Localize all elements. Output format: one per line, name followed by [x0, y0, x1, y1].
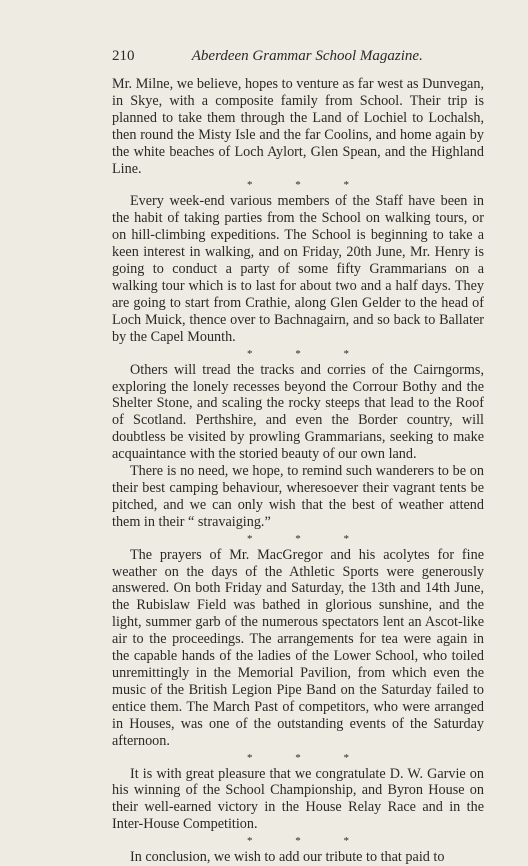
article-body [112, 76, 484, 866]
section-separator: * * * [247, 751, 369, 764]
paragraph-cairngorms: Others will tread the tracks and corries of the Cairngorms, exploring the lonely recesses beyond the Corrour Bothy and the Shelter Stone, and scaling the rocky steeps that lead to the Roof of Scotland. Perthshire, and even the Border country, will doubtless be visited by prowling Grammarians, seeking to make acquaintance with the storied beauty of our own land. [112, 361, 484, 463]
section-separator: * * * [247, 347, 369, 360]
paragraph-milne-trip: Mr. Milne, we believe, hopes to venture as far west as Dunvegan, in Skye, with a composite family from School. Their trip is planned to take them through the Land of Lochiel to Lochalsh, then round the Misty Isle and the far Coolins, and home again by the white beaches of Loch Aylort, Glen Spean, and the Highland Line. [112, 76, 484, 177]
section-separator: * * * [247, 835, 369, 848]
page-number: 210 [112, 48, 135, 64]
paragraph-athletic-sports: The prayers of Mr. MacGregor and his acolytes for fine weather on the days of the Athletic Sports were generously answered. On both Friday and Saturday, the 13th and 14th June, the Rubislaw Field was bathed in glorious sunshine, and the light, summer garb of the numerous spectators lent an Ascot-like air to the proceedings. The arrangements for tea were again in the capable hands of the ladies of the Lower School, who toiled unremittingly in the Memorial Pavilion, from which even the music of the British Legion Pipe Band on the Saturday failed to entice them. The March Past of competitors, who were arranged in Houses, was one of the outstanding events of the Saturday afternoon. [112, 546, 484, 749]
running-header [112, 46, 484, 66]
paragraph-championship: It is with great pleasure that we congratulate D. W. Garvie on his winning of the School Championship, and Byron House on their well-earned victory in the House Relay Race and in the Inter-House Competition. [112, 765, 484, 833]
paragraph-conclusion: In conclusion, we wish to add our tribute to that paid to [130, 849, 445, 866]
section-separator: * * * [247, 532, 369, 545]
paragraph-camping-behaviour: There is no need, we hope, to remind such wanderers to be on their best camping behaviour, wheresoever their vagrant tents be pitched, and we can only wish that the best of weather attend them in their “ stravaiging.” [112, 463, 484, 530]
magazine-title: Aberdeen Grammar School Magazine. [191, 48, 423, 64]
section-separator: * * * [247, 179, 369, 192]
paragraph-walking-tours: Every week-end various members of the Staff have been in the habit of taking parties from the School on walking tours, or on hill-climbing expeditions. The School is beginning to take a keen interest in walking, and on Friday, 20th June, Mr. Henry is going to conduct a party of some fifty Grammarians on a walking tour which is to last for about two and a half days. They are going to start from Crathie, along Glen Gelder to the head of Loch Muick, thence over to Bachnagairn, and so back to Ballater by the Capel Mounth. [112, 193, 484, 345]
